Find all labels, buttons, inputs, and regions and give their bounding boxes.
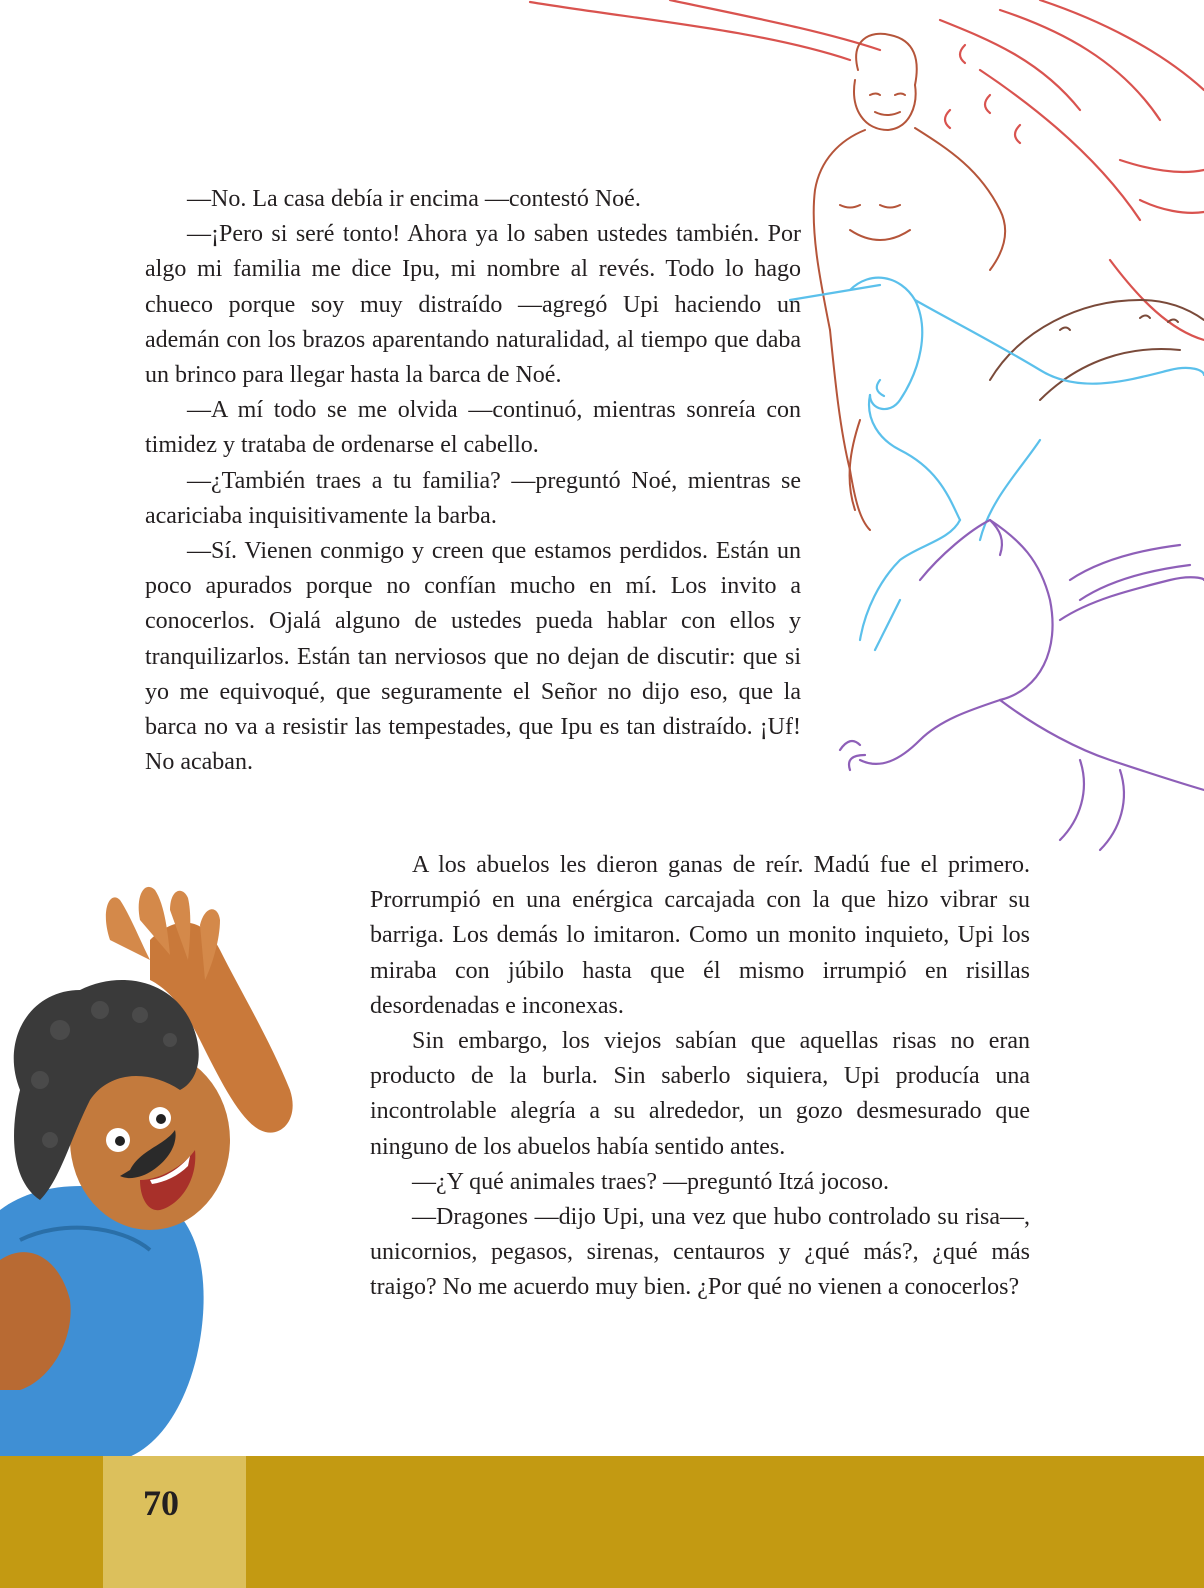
paragraph: —¡Pero si seré tonto! Ahora ya lo saben ustedes también. Por algo mi familia me dice Ipu, mi nombre al revés. Todo lo hago chueco porque soy muy distraído —agregó Upi haciendo un ademán con los brazos aparentando naturalidad, al tiempo que daba un brinco para llegar hasta la barca de Noé.	[145, 221, 801, 389]
paragraph: —Dragones —dijo Upi, una vez que hubo controlado su risa—, unicornios, pegasos, sirenas, centauros y ¿qué más?, ¿qué más traigo? No me acuerdo muy bien. ¿Por qué no vienen a conocerlos?	[370, 1204, 1030, 1301]
paragraph: —No. La casa debía ir encima —contestó Noé.	[187, 186, 641, 212]
paragraph: —A mí todo se me olvida —continuó, mientras sonreía con timidez y trataba de ordenarse el cabello.	[145, 397, 801, 459]
paragraph: —¿Y qué animales traes? —preguntó Itzá jocoso.	[412, 1168, 889, 1195]
paragraph: —Sí. Vienen conmigo y creen que estamos perdidos. Están un poco apurados porque no confían mucho en mí. Los invito a conocerlos. Ojalá alguno de ustedes pueda hablar con ellos y tranquilizarlos. Están tan nerviosos que no dejan de discutir: que si yo me equivoqué, que seguramente el Señor no dijo eso, que la barca no va a resistir las tempestades, que Ipu es tan distraído. ¡Uf! No acaban.	[145, 538, 801, 776]
pegasus-figure	[840, 520, 1204, 850]
paragraph: —¿También traes a tu familia? —preguntó Noé, mientras se acariciaba inquisitivamente la barba.	[145, 467, 801, 529]
story-text-top	[145, 182, 801, 780]
upi-character-illustration	[0, 880, 330, 1460]
unicorn-figure	[790, 278, 1204, 650]
page-number-box	[103, 1456, 246, 1588]
paragraph: A los abuelos les dieron ganas de reír. Madú fue el primero. Prorrumpió en una enérgica carcajada con la que hizo vibrar su barriga. Los demás lo imitaron. Como un monito inquieto, Upi los miraba con júbilo hasta que él mismo irrumpió en risillas desordenadas e inconexas.	[370, 852, 1030, 1019]
page-number: 70	[143, 1483, 179, 1523]
paragraph: Sin embargo, los viejos sabían que aquellas risas no eran producto de la burla. Sin saberlo siquiera, Upi producía una incontrolable alegría a su alrededor, un gozo desmesurado que ninguno de los abuelos había sentido antes.	[370, 1028, 1030, 1160]
story-text-bottom	[370, 848, 1030, 1306]
